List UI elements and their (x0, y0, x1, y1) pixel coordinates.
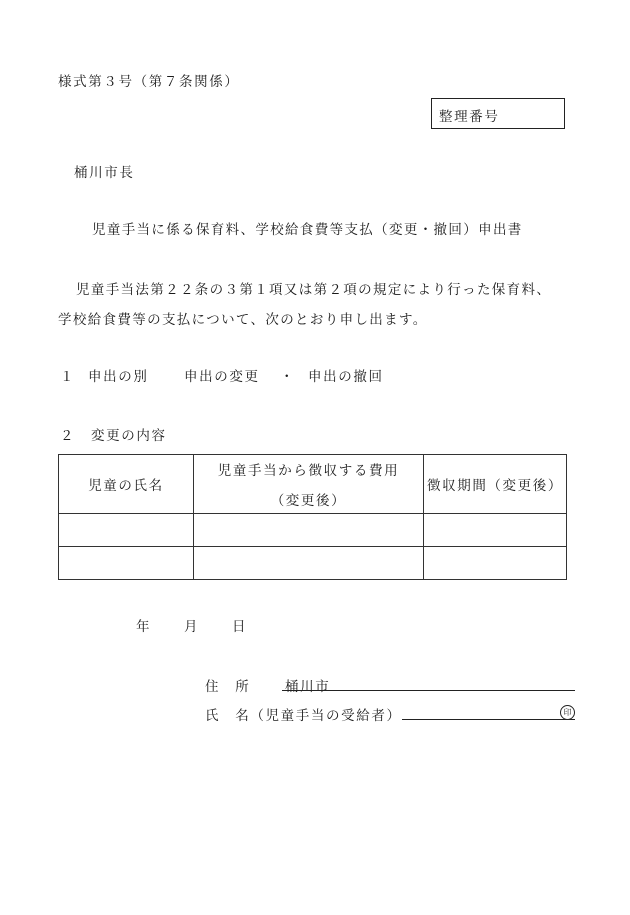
section-1-number: １ (60, 369, 76, 385)
table-header-row (59, 455, 567, 514)
cell-child-name[interactable] (59, 514, 194, 547)
header-fee-line-2: （変更後） (270, 493, 347, 509)
body-paragraph-line-2: 学校給食費等の支払について、次のとおり申し出ます。 (58, 312, 428, 328)
header-fee-line-1: 児童手当から徴収する費用 (217, 463, 400, 479)
change-details-table (58, 454, 567, 580)
address-label: 住 所 (205, 679, 251, 695)
section-2-heading (60, 424, 167, 444)
cell-period[interactable] (424, 514, 567, 547)
reference-number-label: 整理番号 (439, 109, 500, 125)
option-separator: ・ (280, 369, 296, 385)
form-number-label: 様式第３号（第７条関係） (58, 74, 240, 90)
option-withdraw: 申出の撤回 (308, 369, 384, 385)
cell-fee[interactable] (194, 547, 424, 580)
cell-child-name[interactable] (59, 547, 194, 580)
recipient: 桶川市長 (74, 165, 135, 181)
address-underline (282, 690, 575, 691)
address-field[interactable]: 桶川市 (285, 679, 331, 695)
section-1-label: 申出の別 (88, 369, 149, 385)
section-2-label: 変更の内容 (91, 428, 167, 444)
body-paragraph-line-1: 児童手当法第２２条の３第１項又は第２項の規定により行った保育料、 (76, 282, 552, 298)
date-month-label: 月 (184, 619, 200, 635)
reference-number-box (431, 98, 565, 129)
table-row (59, 514, 567, 547)
table-row (59, 547, 567, 580)
header-fee (194, 455, 424, 514)
header-period: 徴収期間（変更後） (424, 455, 567, 514)
seal-mark: 印 (560, 705, 575, 720)
name-label: 氏 名（児童手当の受給者） (205, 708, 402, 724)
section-2-number: ２ (60, 428, 76, 444)
header-child-name: 児童の氏名 (59, 455, 194, 514)
date-year-label: 年 (136, 619, 152, 635)
name-field[interactable] (402, 719, 575, 720)
document-title: 児童手当に係る保育料、学校給食費等支払（変更・撤回）申出書 (92, 222, 523, 238)
date-day-label: 日 (232, 619, 248, 635)
cell-fee[interactable] (194, 514, 424, 547)
cell-period[interactable] (424, 547, 567, 580)
option-change: 申出の変更 (184, 369, 260, 385)
